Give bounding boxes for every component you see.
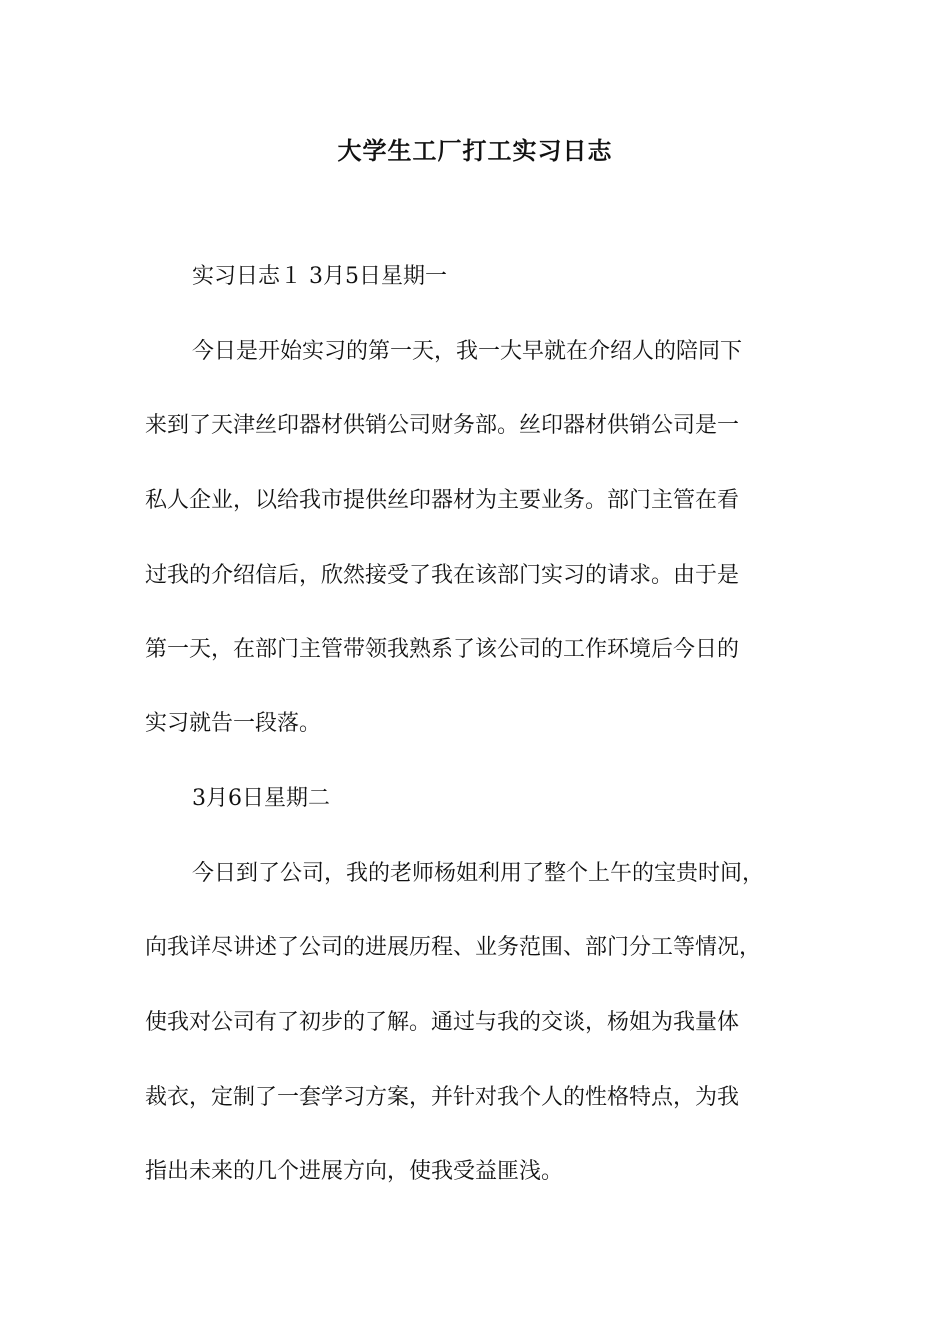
paragraph-line: 今日到了公司，我的老师杨姐利用了整个上午的宝贵时间， bbox=[192, 861, 765, 886]
entry-heading: 3月6日星期二 bbox=[192, 786, 330, 811]
document-title: 大学生工厂打工实习日志 bbox=[337, 136, 613, 165]
paragraph-line: 向我详尽讲述了公司的进展历程、业务范围、部门分工等情况， bbox=[145, 935, 762, 960]
paragraph-line: 今日是开始实习的第一天，我一大早就在介绍人的陪同下 bbox=[192, 339, 743, 364]
paragraph-line: 私人企业，以给我市提供丝印器材为主要业务。部门主管在看 bbox=[145, 488, 740, 513]
paragraph-line: 指出未来的几个进展方向，使我受益匪浅。 bbox=[145, 1159, 564, 1184]
paragraph-line: 使我对公司有了初步的了解。通过与我的交谈，杨姐为我量体 bbox=[145, 1010, 740, 1035]
paragraph-line: 裁衣，定制了一套学习方案，并针对我个人的性格特点，为我 bbox=[145, 1085, 740, 1110]
paragraph-line: 实习就告一段落。 bbox=[145, 711, 322, 736]
entry-heading: 实习日志１ 3月5日星期一 bbox=[192, 264, 447, 289]
paragraph-line: 来到了天津丝印器材供销公司财务部。丝印器材供销公司是一 bbox=[145, 413, 740, 438]
paragraph-line: 第一天，在部门主管带领我熟系了该公司的工作环境后今日的 bbox=[145, 637, 740, 662]
paragraph-line: 过我的介绍信后，欣然接受了我在该部门实习的请求。由于是 bbox=[145, 563, 740, 588]
